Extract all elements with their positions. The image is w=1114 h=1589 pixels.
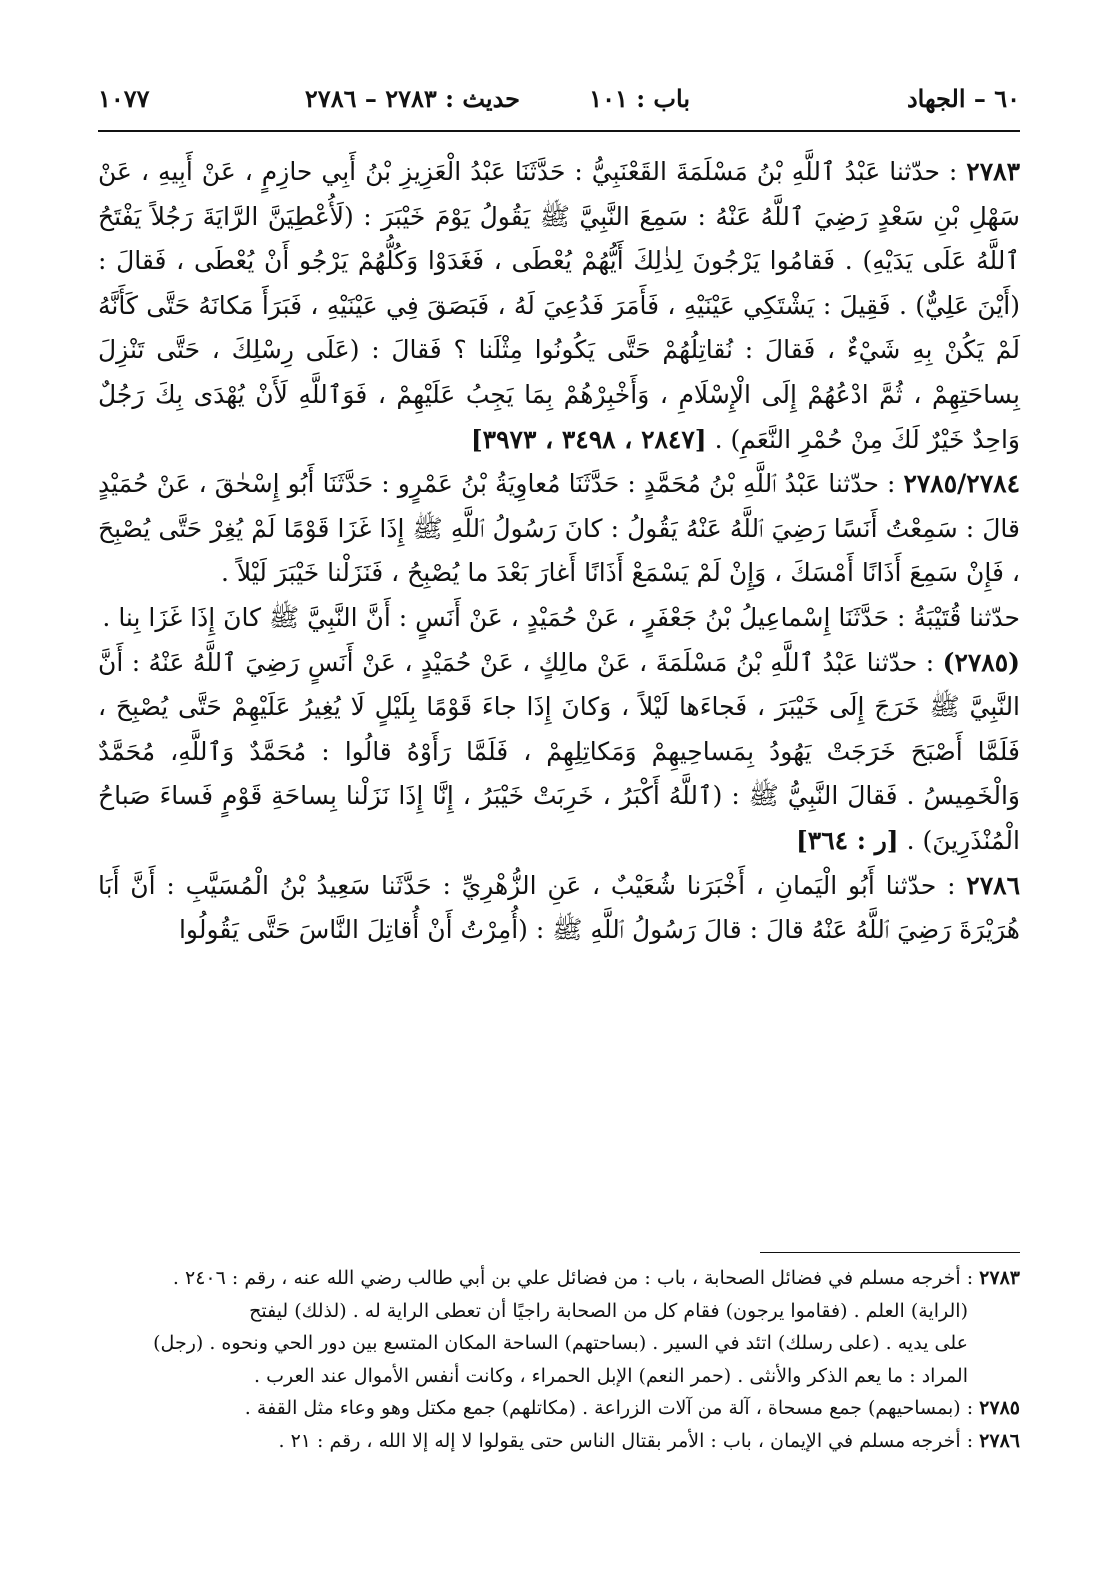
- cross-reference: [ر : ٣٦٤]: [795, 825, 899, 855]
- hadith-2785: (٢٧٨٥) : حدّثنا عَبْدُ ٱللَّهِ بْنُ مَسْلَمَةَ ، عَنْ مالِكٍ ، عَنْ حُمَيْدٍ ، عَنْ أَنَسٍ رَضِيَ ٱللَّهُ عَنْهُ : أَنَّ النَّبِيَّ ﷺ خَرَجَ إِلَى خَيْبَرَ ، فَجاءَها لَيْلاً ، وَكانَ إِذَا جاءَ قَوْمًا بِلَيْلٍ لَا يُغِيرُ عَلَيْهِمْ حَتَّى يُصْبِحَ ، فَلَمَّا أَصْبَحَ خَرَجَتْ يَهُودُ بِمَساحِيهِمْ وَمَكاتِلِهِمْ ، فَلَمَّا رَأَوْهُ قالُوا : مُحَمَّدٌ وَٱللَّهِ، مُحَمَّدٌ وَالْخَمِيسُ . فَقالَ النَّبِيُّ ﷺ : (ٱللَّهُ أَكْبَرُ ، خَرِبَتْ خَيْبَرُ ، إِنَّا إِذَا نَزَلْنا بِساحَةِ قَوْمٍ فَساءَ صَباحُ الْمُنْذَرِينَ) . [ر : ٣٦٤]: [98, 647, 1021, 855]
- cross-reference: [٢٨٤٧ ، ٣٤٩٨ ، ٣٩٧٣]: [470, 424, 707, 454]
- hadith-range: حديث : ٢٧٨٣ – ٢٧٨٦: [304, 84, 520, 113]
- text-line: فَساءَ صَباحُ الْمُنْذَرِينَ) .: [98, 781, 1020, 855]
- text-line: أَنَّ أَبَا هُرَيْرَةَ رَضِيَ ٱللَّهُ عَنْهُ قالَ : قالَ رَسُولُ ٱللَّهِ ﷺ : (أُمِرْتُ أَنْ أُقاتِلَ النَّاسَ حَتَّى يَقُولُوا: [98, 870, 1020, 945]
- header-rule: [98, 130, 1020, 132]
- footnote-number: ٢٧٨٣: [979, 1267, 1020, 1289]
- footnotes: [98, 1262, 1020, 1457]
- hadith-number: ٢٧٨٦: [966, 870, 1020, 900]
- text-line: عَنْ حُمَيْدٍ قالَ : سَمِعْتُ أَنَسًا رَضِيَ ٱللَّهُ عَنْهُ يَقُولُ : كانَ رَسُولُ ٱللَّهِ ﷺ إِذَا غَزَا قَوْمًا لَمْ يُغِرْ: [98, 469, 1020, 543]
- footnote-number: ٢٧٨٦: [979, 1429, 1020, 1452]
- text-line: لَكَ مِنْ حُمْرِ النَّعَمِ) .: [714, 424, 920, 454]
- hadith-2786: ٢٧٨٦ : حدّثنا أَبُو الْيَمانِ ، أَخْبَرَنا شُعَيْبٌ ، عَنِ الزُّهْرِيِّ : حَدَّثَنا سَعِيدُ بْنُ الْمُسَيَّبِ : أَنَّ أَبَا هُرَيْرَةَ رَضِيَ ٱللَّهُ عَنْهُ قالَ : قالَ رَسُولُ ٱللَّهِ ﷺ : (أُمِرْتُ أَنْ أُقاتِلَ النَّاسَ حَتَّى يَقُولُوا: [98, 870, 1020, 945]
- footnote-text: على يديه . (على رسلك) اتئد في السير . (بساحتهم) الساحة المكان المتسع بين دور الحي ونحوه . (رجل): [153, 1332, 968, 1354]
- text-line: حدّثنا عَبْدُ ٱللَّهِ بْنُ مَسْلَمَةَ ، عَنْ مالِكٍ ، عَنْ حُمَيْدٍ ، عَنْ أَنَسٍ رَضِيَ ٱللَّهُ: [192, 647, 918, 677]
- text-line: إِذَا غَزَا بِنا .: [102, 602, 216, 632]
- chapter-title: ٦٠ – الجهاد: [906, 84, 1020, 113]
- hadith-2784: ٢٧٨٥/٢٧٨٤ : حدّثنا عَبْدُ ٱللَّهِ بْنُ مُحَمَّدٍ : حَدَّثَنَا مُعاوِيَةُ بْنُ عَمْرٍو : حَدَّثَنَا أَبُو إِسْحٰقَ ، عَنْ حُمَيْدٍ قالَ : سَمِعْتُ أَنَسًا رَضِيَ ٱللَّهُ عَنْهُ يَقُولُ : كانَ رَسُولُ ٱللَّهِ ﷺ إِذَا غَزَا قَوْمًا لَمْ يُغِرْ حَتَّى يُصْبِحَ ، فَإِنْ سَمِعَ أَذَانًا أَمْسَكَ ، وَإِنْ لَمْ يَسْمَعْ أَذَانًا أَغارَ بَعْدَ ما يُصْبِحُ ، فَنَزَلْنا خَيْبَرَ لَيْلاً .: [98, 469, 1021, 588]
- text-line: حدّثنا قُتَيْبَةُ : حَدَّثَنَا إِسْماعِيلُ بْنُ جَعْفَرٍ ، عَنْ حُمَيْدٍ ، عَنْ أَنَسٍ : أَنَّ النَّبِيَّ ﷺ كانَ: [223, 602, 1020, 632]
- hadith-2783: ٢٧٨٣ : حدّثنا عَبْدُ ٱللَّهِ بْنُ مَسْلَمَةَ القَعْنَبِيُّ : حَدَّثَنَا عَبْدُ الْعَزِيزِ بْنُ أَبِي حازِمٍ ، عَنْ أَبِيهِ ، عَنْ سَهْلِ بْنِ سَعْدٍ رَضِيَ ٱللَّهُ عَنْهُ : سَمِعَ النَّبِيَّ ﷺ يَقُولُ يَوْمَ خَيْبَرَ : (لَأُعْطِيَنَّ الرَّايَةَ رَجُلاً يَفْتَحُ ٱللَّهُ عَلَى يَدَيْهِ) . فَقامُوا يَرْجُونَ لِذٰلِكَ أَيُّهُمْ يُعْطَى ، فَغَدَوْا وَكُلُّهُمْ يَرْجُو أَنْ يُعْطَى ، فَقالَ : (أَيْنَ عَلِيٌّ) . فَقِيلَ : يَشْتَكِي عَيْنَيْهِ ، فَأَمَرَ فَدُعِيَ لَهُ ، فَبَصَقَ فِي عَيْنَيْهِ ، فَبَرَأَ مَكانَهُ حَتَّى كَأَنَّهُ لَمْ يَكُنْ بِهِ شَيْءٌ ، فَقالَ : نُقاتِلُهُمْ حَتَّى يَكُونُوا مِثْلَنا ؟ فَقالَ : (عَلَى رِسْلِكَ ، حَتَّى تَنْزِلَ بِساحَتِهِمْ ، ثُمَّ ادْعُهُمْ إِلَى الْإِسْلَامِ ، وَأَخْبِرْهُمْ بِمَا يَجِبُ عَلَيْهِمْ ، فَوَٱللَّهِ لَأَنْ يُهْدَى بِكَ رَجُلٌ وَاحِدٌ خَيْرٌ لَكَ مِنْ حُمْرِ النَّعَمِ) . [٢٨٤٧ ، ٣٤٩٨ ، ٣٩٧٣]: [98, 157, 1020, 454]
- page-number: ١٠٧٧: [98, 84, 150, 113]
- footnote: ٢٧٨٥ : (بمساحيهم) جمع مسحاة ، آلة من آلات الزراعة . (مكاتلهم) جمع مكتل وهو وعاء مثل القفة .: [244, 1397, 1020, 1419]
- footnote-continuation: [98, 1327, 1020, 1360]
- section-number: باب : ١٠١: [589, 84, 690, 113]
- text-line: عَنْ سَهْلِ بْنِ سَعْدٍ رَضِيَ ٱللَّهُ عَنْهُ : سَمِعَ النَّبِيَّ ﷺ يَقُولُ يَوْمَ خَيْبَرَ : (لَأُعْطِيَنَّ الرَّايَةَ رَجُلاً: [98, 157, 1020, 231]
- footnote: ٢٧٨٦ : أخرجه مسلم في الإيمان ، باب : الأمر بقتال الناس حتى يقولوا لا إله إلا الله ، رقم : ٢١ .: [278, 1429, 1020, 1452]
- text-line: ثُمَّ ادْعُهُمْ إِلَى الْإِسْلَامِ ، وَأَخْبِرْهُمْ بِمَا يَجِبُ عَلَيْهِمْ ، فَوَٱللَّهِ لَأَنْ يُهْدَى بِكَ رَجُلٌ وَاحِدٌ خَيْرٌ: [98, 379, 1020, 454]
- text-line: يَفْتَحُ ٱللَّهُ عَلَى يَدَيْهِ) . فَقامُوا يَرْجُونَ لِذٰلِكَ أَيُّهُمْ يُعْطَى ، فَغَدَوْا وَكُلُّهُمْ يَرْجُو أَنْ يُعْطَى ، فَقالَ :: [98, 201, 1020, 276]
- text-line: حدّثنا أَبُو الْيَمانِ ، أَخْبَرَنا شُعَيْبٌ ، عَنِ الزُّهْرِيِّ : حَدَّثَنا سَعِيدُ بْنُ الْمُسَيَّبِ :: [166, 870, 937, 900]
- text-line: حدّثنا عَبْدُ ٱللَّهِ بْنُ مَسْلَمَةَ القَعْنَبِيُّ : حَدَّثَنَا عَبْدُ الْعَزِيزِ بْنُ أَبِي حازِمٍ ، عَنْ أَبِيهِ ،: [140, 157, 940, 186]
- text-line: حدّثنا عَبْدُ ٱللَّهِ بْنُ مُحَمَّدٍ : حَدَّثَنَا مُعاوِيَةُ بْنُ عَمْرٍو : حَدَّثَنَا أَبُو إِسْحٰقَ ،: [198, 469, 879, 499]
- text-line: عَنْهُ : أَنَّ النَّبِيَّ ﷺ خَرَجَ إِلَى خَيْبَرَ ، فَجاءَها لَيْلاً ، وَكانَ إِذَا جاءَ قَوْمًا بِلَيْلٍ لَا يُغِيرُ عَلَيْهِمْ: [98, 647, 1021, 722]
- hadith-chain: [98, 596, 1020, 641]
- footnote-text: (الراية) العلم . (فقاموا يرجون) فقام كل من الصحابة راجيًا أن تعطى الراية له . (لذلك) ليفتح: [249, 1299, 968, 1322]
- main-text: [98, 150, 1020, 953]
- page-header: [98, 78, 1020, 118]
- text-line: لَمْ يَكُنْ بِهِ شَيْءٌ ، فَقالَ : نُقاتِلُهُمْ حَتَّى يَكُونُوا مِثْلَنا ؟ فَقالَ : (عَلَى رِسْلِكَ ، حَتَّى تَنْزِلَ بِساحَتِهِمْ ،: [98, 335, 1020, 409]
- text-line: حَتَّى يُصْبِحَ ، فَلَمَّا أَصْبَحَ خَرَجَتْ يَهُودُ بِمَساحِيهِمْ وَمَكاتِلِهِمْ ، فَلَمَّا رَأَوْهُ قالُوا : مُحَمَّدٌ وَٱللَّهِ،: [98, 692, 1020, 766]
- footnote-rule: [760, 1252, 1020, 1253]
- footnote-text: المراد : ما يعم الذكر والأنثى . (حمر النعم) الإبل الحمراء ، وكانت أنفس الأموال عند العرب .: [254, 1364, 968, 1387]
- footnote-text: (بمساحيهم) جمع مسحاة ، آلة من آلات الزراعة . (مكاتلهم) جمع مكتل وهو وعاء مثل القفة .: [244, 1397, 961, 1419]
- footnote-text: أخرجه مسلم في الإيمان ، باب : الأمر بقتال الناس حتى يقولوا لا إله إلا الله ، رقم : ٢١ .: [278, 1429, 961, 1452]
- hadith-number: ٢٧٨٣: [966, 157, 1020, 186]
- footnote-continuation: [98, 1360, 1020, 1393]
- text-line: حَتَّى يُصْبِحَ ، فَإِنْ سَمِعَ أَذَانًا أَمْسَكَ ، وَإِنْ لَمْ يَسْمَعْ أَذَانًا أَغارَ بَعْدَ ما يُصْبِحُ ، فَنَزَلْنا خَيْبَرَ لَيْلاً .: [98, 513, 1020, 588]
- text-line: (أَيْنَ عَلِيٌّ) . فَقِيلَ : يَشْتَكِي عَيْنَيْهِ ، فَأَمَرَ فَدُعِيَ لَهُ ، فَبَصَقَ فِي عَيْنَيْهِ ، فَبَرَأَ مَكانَهُ حَتَّى كَأَنَّهُ: [98, 290, 1020, 320]
- footnote: ٢٧٨٣ : أخرجه مسلم في فضائل الصحابة ، باب : من فضائل علي بن أبي طالب رضي الله عنه ، رقم : ٢٤٠٦ .: [172, 1267, 1020, 1289]
- hadith-number: ٢٧٨٥/٢٧٨٤: [903, 469, 1021, 499]
- text-line: مُحَمَّدٌ وَالْخَمِيسُ . فَقالَ النَّبِيُّ ﷺ : (ٱللَّهُ أَكْبَرُ ، خَرِبَتْ خَيْبَرُ ، إِنَّا إِذَا نَزَلْنا بِساحَةِ قَوْمٍ: [98, 736, 1020, 811]
- hadith-number: (٢٧٨٥): [942, 647, 1020, 677]
- footnote-number: ٢٧٨٥: [979, 1397, 1020, 1419]
- footnote-text: أخرجه مسلم في فضائل الصحابة ، باب : من فضائل علي بن أبي طالب رضي الله عنه ، رقم : ٢٤٠٦ .: [172, 1267, 961, 1289]
- footnote-continuation: [98, 1295, 1020, 1328]
